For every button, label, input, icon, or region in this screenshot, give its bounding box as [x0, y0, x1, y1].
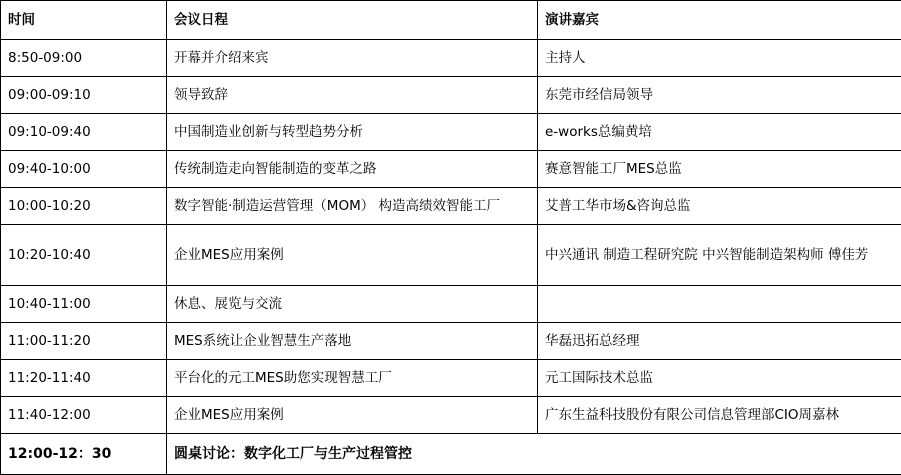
- cell-guest: [538, 40, 901, 77]
- cell-topic: [167, 40, 538, 77]
- cell-topic: [167, 397, 538, 434]
- cell-time: [1, 323, 167, 360]
- row-topic: 中国制造业创新与转型趋势分析: [174, 122, 531, 142]
- cell-guest: [538, 151, 901, 188]
- table-row: [1, 225, 901, 286]
- row-time: 10:20-10:40: [8, 245, 160, 265]
- row-topic: 休息、展览与交流: [174, 294, 531, 314]
- cell-time: [1, 225, 167, 286]
- row-time: 09:40-10:00: [8, 159, 160, 179]
- cell-topic: [167, 225, 538, 286]
- header-cell-topic: [167, 1, 538, 40]
- row-guest: e-works总编黄培: [545, 122, 895, 142]
- row-guest: 中兴通讯 制造工程研究院 中兴智能制造架构师 傅佳芳: [545, 245, 895, 265]
- row-guest: 元工国际技术总监: [545, 368, 895, 388]
- cell-topic: [167, 323, 538, 360]
- header-label-guest: 演讲嘉宾: [545, 10, 895, 30]
- cell-guest: [538, 225, 901, 286]
- cell-time: [1, 114, 167, 151]
- row-topic: 数字智能·制造运营管理（MOM） 构造高绩效智能工厂: [174, 196, 531, 216]
- row-guest: 东莞市经信局领导: [545, 85, 895, 105]
- row-topic: 平台化的元工MES助您实现智慧工厂: [174, 368, 531, 388]
- cell-time: [1, 434, 167, 475]
- row-time: 11:20-11:40: [8, 368, 160, 388]
- row-guest: 华磊迅拓总经理: [545, 331, 895, 351]
- table-row-panel-discussion: [1, 434, 901, 475]
- table-row: [1, 323, 901, 360]
- cell-guest: [538, 323, 901, 360]
- row-time: 09:00-09:10: [8, 85, 160, 105]
- cell-topic: [167, 188, 538, 225]
- cell-time: [1, 40, 167, 77]
- table-row: [1, 188, 901, 225]
- table-row: [1, 397, 901, 434]
- cell-time: [1, 188, 167, 225]
- cell-guest: [538, 360, 901, 397]
- cell-time: [1, 77, 167, 114]
- table-row: [1, 77, 901, 114]
- table-header-row: [1, 1, 901, 40]
- row-guest: 艾普工华市场&咨询总监: [545, 196, 895, 216]
- row-topic: 企业MES应用案例: [174, 245, 531, 265]
- row-topic: 开幕并介绍来宾: [174, 48, 531, 68]
- cell-topic: [167, 434, 901, 475]
- row-time: 8:50-09:00: [8, 48, 160, 68]
- table-row: [1, 40, 901, 77]
- cell-time: [1, 360, 167, 397]
- header-cell-time: [1, 1, 167, 40]
- row-topic: 圆桌讨论：数字化工厂与生产过程管控: [174, 444, 895, 465]
- cell-guest: [538, 77, 901, 114]
- agenda-table-body: [1, 1, 901, 475]
- table-row: [1, 360, 901, 397]
- cell-topic: [167, 114, 538, 151]
- cell-time: [1, 151, 167, 188]
- cell-guest: [538, 188, 901, 225]
- header-label-time: 时间: [8, 10, 160, 30]
- cell-guest: [538, 286, 901, 323]
- row-time: 11:40-12:00: [8, 405, 160, 425]
- cell-guest: [538, 397, 901, 434]
- row-time: 11:00-11:20: [8, 331, 160, 351]
- row-topic: 传统制造走向智能制造的变革之路: [174, 159, 531, 179]
- cell-topic: [167, 77, 538, 114]
- row-time: 10:00-10:20: [8, 196, 160, 216]
- table-row: [1, 286, 901, 323]
- row-time: 09:10-09:40: [8, 122, 160, 142]
- cell-guest: [538, 114, 901, 151]
- cell-time: [1, 397, 167, 434]
- row-guest: 赛意智能工厂MES总监: [545, 159, 895, 179]
- row-topic: MES系统让企业智慧生产落地: [174, 331, 531, 351]
- cell-time: [1, 286, 167, 323]
- cell-topic: [167, 151, 538, 188]
- row-time: 12:00-12：30: [8, 444, 160, 465]
- row-topic: 领导致辞: [174, 85, 531, 105]
- cell-topic: [167, 286, 538, 323]
- cell-topic: [167, 360, 538, 397]
- table-row: [1, 114, 901, 151]
- row-time: 10:40-11:00: [8, 294, 160, 314]
- table-row: [1, 151, 901, 188]
- row-guest: 主持人: [545, 48, 895, 68]
- header-cell-guest: [538, 1, 901, 40]
- row-topic: 企业MES应用案例: [174, 405, 531, 425]
- header-label-topic: 会议日程: [174, 10, 531, 30]
- row-guest: 广东生益科技股份有限公司信息管理部CIO周嘉林: [545, 405, 895, 425]
